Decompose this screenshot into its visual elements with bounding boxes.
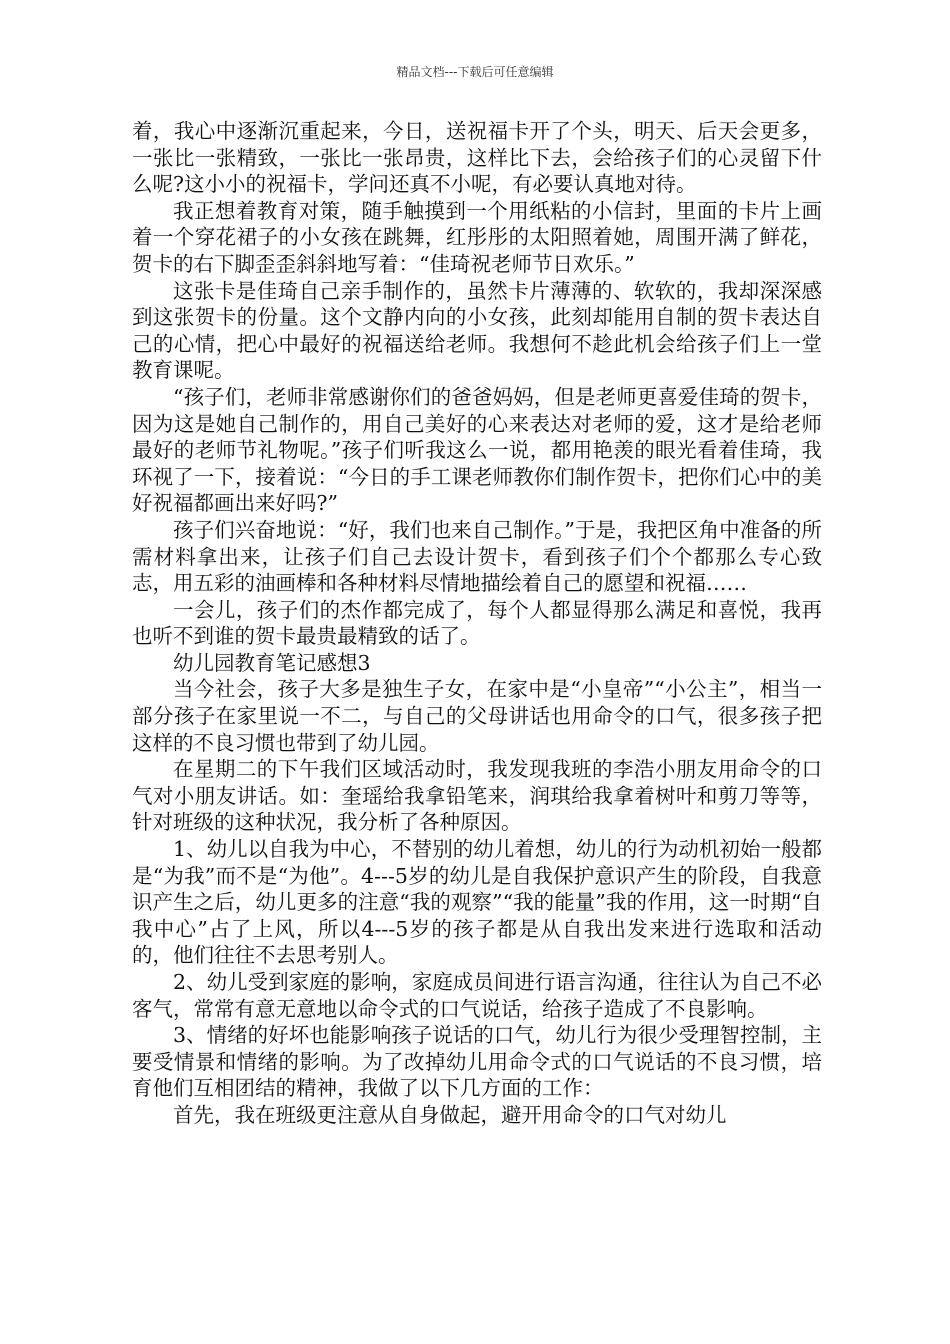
paragraph: 我正想着教育对策，随手触摸到一个用纸粘的小信封，里面的卡片上画着一个穿花裙子的小女孩在跳舞，红彤彤的太阳照着她，周围开满了鲜花，贺卡的右下脚歪歪斜斜地写着：“佳琦祝老师节日欢乐。” xyxy=(132,198,822,276)
paragraph: 首先，我在班级更注意从自身做起，避开用命令的口气对幼儿 xyxy=(173,1102,727,1127)
paragraph: 一会儿，孩子们的杰作都完成了，每个人都显得那么满足和喜悦，我再也听不到谁的贺卡最贵最精致的话了。 xyxy=(132,597,822,649)
paragraph-continued: 着，我心中逐渐沉重起来，今日，送祝福卡开了个头，明天、后天会更多，一张比一张精致，一张比一张昂贵，这样比下去，会给孩子们的心灵留下什么呢?这小小的祝福卡，学问还真不小呢，有必要认真地对待。 xyxy=(132,119,822,197)
paragraph: 孩子们兴奋地说：“好，我们也来自己制作。”于是，我把区角中准备的所需材料拿出来，让孩子们自己去设计贺卡，看到孩子们个个都那么专心致志，用五彩的油画棒和各种材料尽情地描绘着自己的愿望和祝福…… xyxy=(132,517,822,596)
list-item: 1、幼儿以自我为中心，不替别的幼儿着想，幼儿的行为动机初始一般都是“为我”而不是“为他”。4---5岁的幼儿是自我保护意识产生的阶段，自我意识产生之后，幼儿更多的注意“我的观察”“我的能量”我的作用，这一时期“自我中心”占了上风，所以4---5岁的孩子都是从自我出发来进行选取和活动的，他们往往不去思考别人。 xyxy=(132,837,822,968)
section-heading: 幼儿园教育笔记感想3 xyxy=(173,650,371,675)
document-body xyxy=(132,118,822,1129)
paragraph: 当今社会，孩子大多是独生子女，在家中是“小皇帝”“小公主”，相当一部分孩子在家里说一不二，与自己的父母讲话也用命令的口气，很多孩子把这样的不良习惯也带到了幼儿园。 xyxy=(132,677,822,755)
paragraph: 在星期二的下午我们区域活动时，我发现我班的李浩小朋友用命令的口气对小朋友讲话。如：奎瑶给我拿铅笔来，润琪给我拿着树叶和剪刀等等，针对班级的这种状况，我分析了各种原因。 xyxy=(132,757,822,835)
list-item: 3、情绪的好坏也能影响孩子说话的口气，幼儿行为很少受理智控制，主要受情景和情绪的影响。为了改掉幼儿用命令式的口气说话的不良习惯，培育他们互相团结的精神，我做了以下几方面的工作： xyxy=(132,1023,822,1101)
page-header: 精品文档---下载后可任意编辑 xyxy=(396,65,554,79)
paragraph: “孩子们，老师非常感谢你们的爸爸妈妈，但是老师更喜爱佳琦的贺卡，因为这是她自己制作的，用自己美好的心来表达对老师的爱，这才是给老师最好的老师节礼物呢。”孩子们听我这么一说，都用艳羡的眼光看着佳琦，我环视了一下，接着说：“今日的手工课老师教你们制作贺卡，把你们心中的美好祝福都画出来好吗?” xyxy=(132,384,822,516)
paragraph: 这张卡是佳琦自己亲手制作的，虽然卡片薄薄的、软软的，我却深深感到这张贺卡的份量。这个文静内向的小女孩，此刻却能用自制的贺卡表达自己的心情，把心中最好的祝福送给老师。我想何不趁此机会给孩子们上一堂教育课呢。 xyxy=(132,278,822,383)
list-item: 2、幼儿受到家庭的影响，家庭成员间进行语言沟通，往往认为自己不必客气，常常有意无意地以命令式的口气说话，给孩子造成了不良影响。 xyxy=(132,970,822,1021)
